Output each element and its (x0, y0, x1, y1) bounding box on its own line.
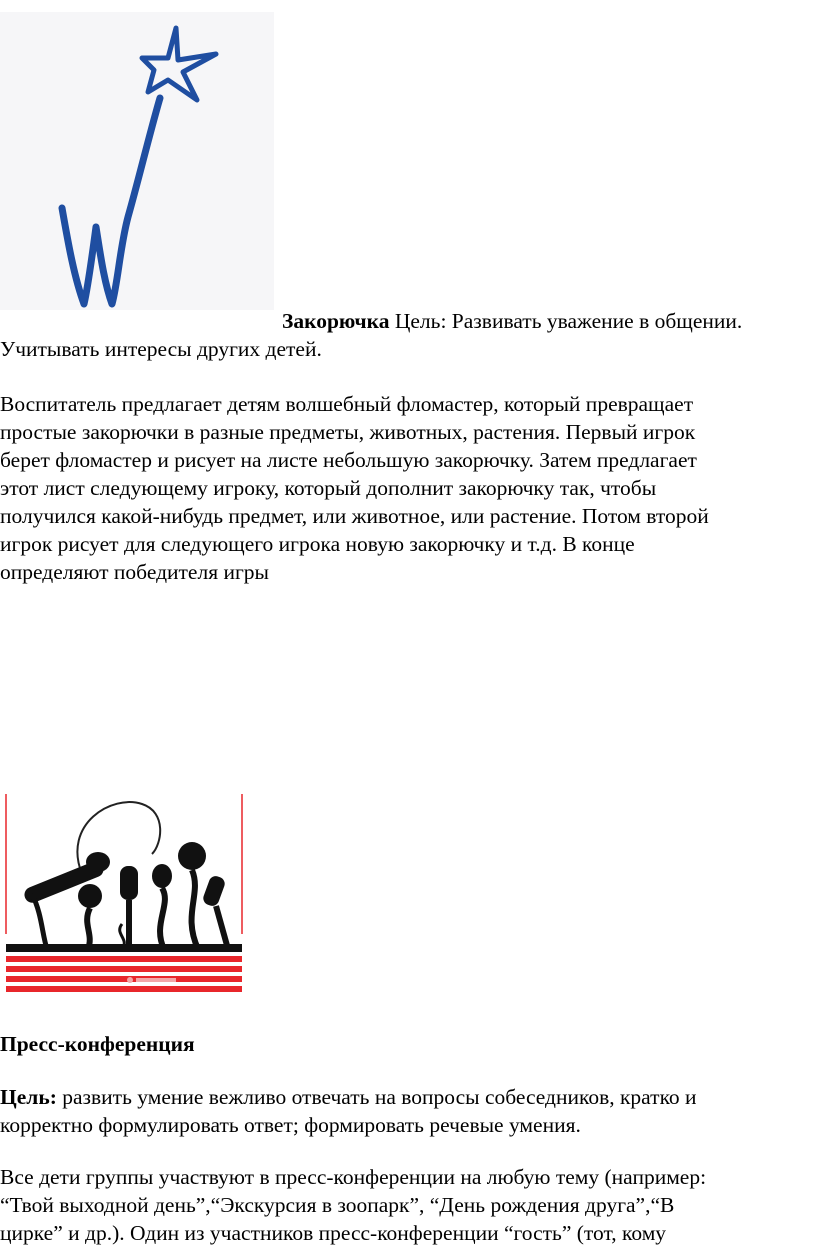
section2-line-3: цирке” и др.). Один из участников пресс-конференции “гость” (тот, кому (0, 1221, 667, 1245)
section2-goal-label: Цель: (0, 1085, 57, 1109)
section2-goal-line-2: корректно формулировать ответ; формировать речевые умения. (0, 1113, 581, 1137)
section1-heading-line (282, 307, 816, 336)
press-microphones-icon (2, 784, 246, 996)
section1-line-6: игрок рисует для следующего игрока новую закорючку и т.д. В конце (0, 532, 635, 556)
section1-line-5: получился какой-нибудь предмет, или животное, или растение. Потом второй (0, 504, 709, 528)
section2-title: Пресс-конференция (0, 1032, 195, 1056)
section1-line-4: этот лист следующему игроку, который дополнит закорючку так, чтобы (0, 476, 657, 500)
section1-line-7: определяют победителя игры (0, 560, 269, 584)
press-conference-illustration (2, 784, 246, 996)
section1-goal-continued: Учитывать интересы других детей. (0, 337, 322, 361)
star-squiggle-icon (0, 12, 274, 310)
section1-line-3: берет фломастер и рисует на листе небольшую закорючку. Затем предлагает (0, 448, 697, 472)
section2-goal-line-1 (0, 1083, 816, 1112)
section1-title: Закорючка (282, 309, 390, 333)
section1-goal: Цель: Развивать уважение в общении. (394, 309, 743, 333)
section2-line-1: Все дети группы участвуют в пресс-конференции на любую тему (например: (0, 1165, 707, 1189)
star-squiggle-illustration (0, 12, 274, 310)
section2-line-2: “Твой выходной день”,“Экскурсия в зоопарк”, “День рождения друга”,“В (0, 1193, 675, 1217)
section2-goal-text: развить умение вежливо отвечать на вопросы собеседников, кратко и (62, 1085, 697, 1109)
section1-line-2: простые закорючки в разные предметы, животных, растения. Первый игрок (0, 420, 696, 444)
section1-line-1: Воспитатель предлагает детям волшебный фломастер, который превращает (0, 392, 694, 416)
